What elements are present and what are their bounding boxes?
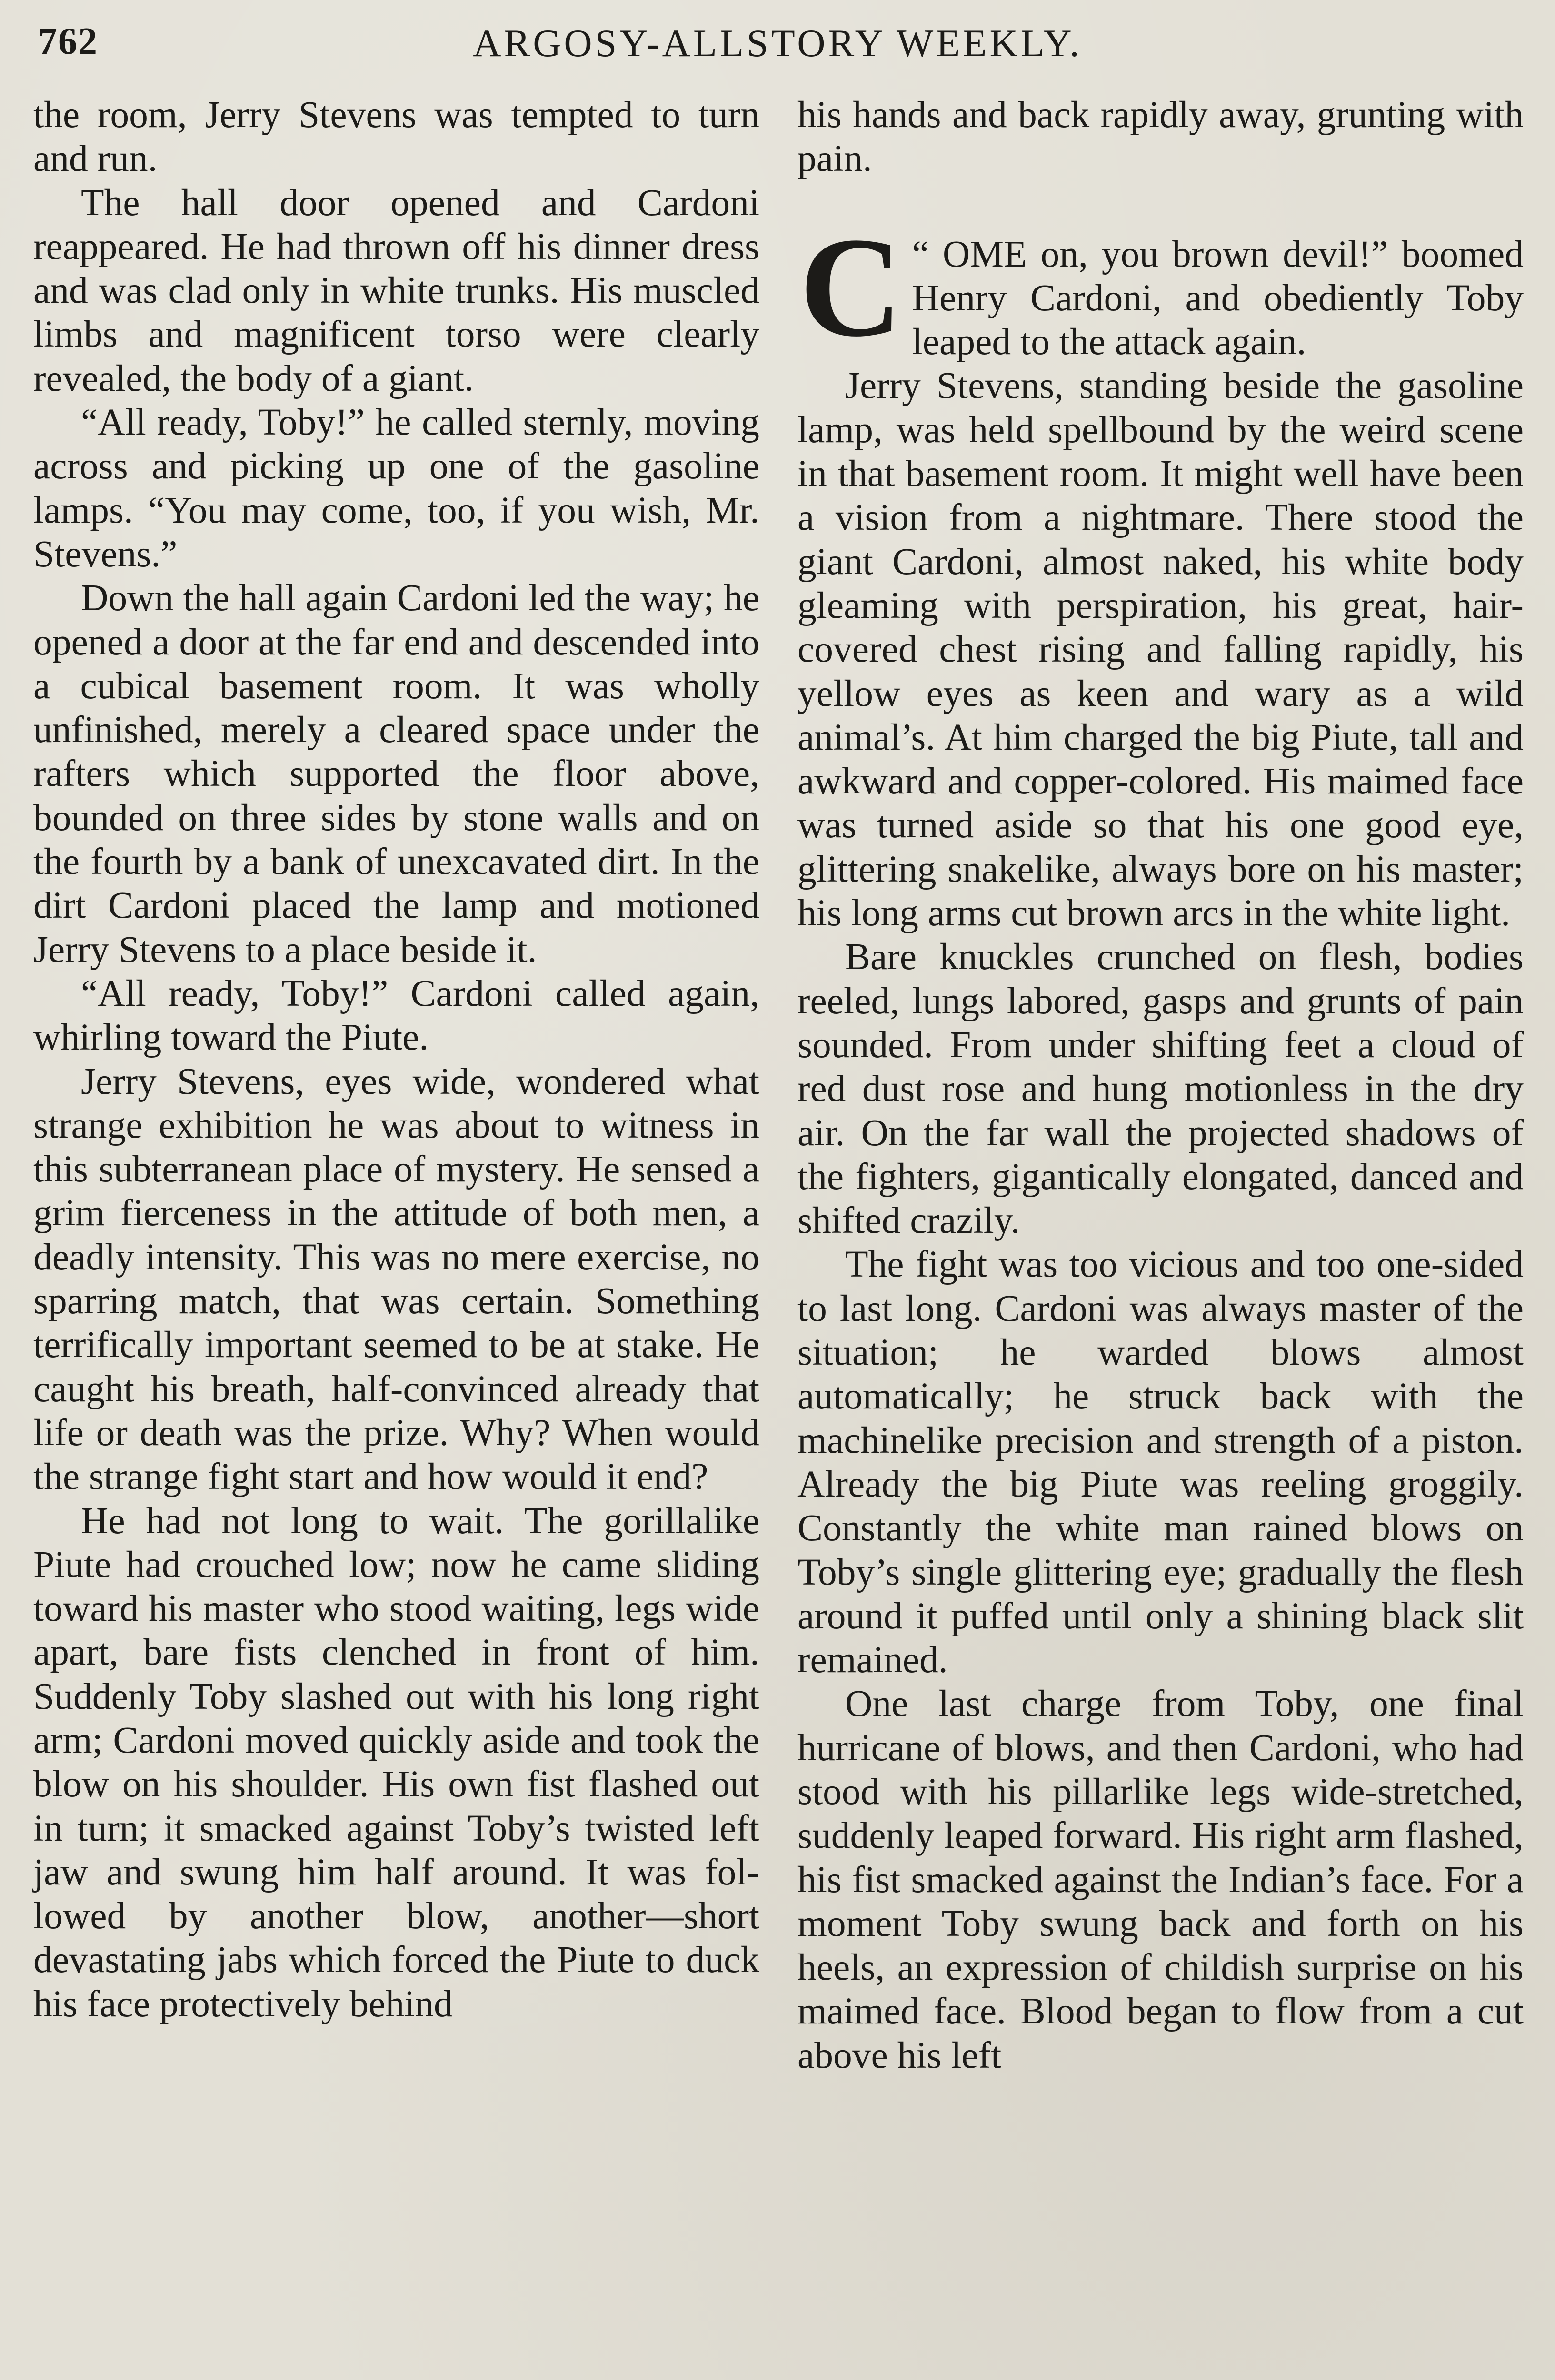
paragraph: Jerry Stevens, standing beside the gasoline lamp, was held spellbound by the weird scene in that basement room. It might well have been a vision from a nightmare. There stood the giant Cardoni, almost naked, his white body gleaming with perspiration, his great, hair-covered chest rising and falling rapidly, his yellow eyes as keen and wary as a wild animal’s. At him charged the big Piute, tall and awkward and copper-colored. His maimed face was turned aside so that his one good eye, glittering snakelike, always bore on his master; his long arms cut brown arcs in the white light.	[797, 365, 1524, 934]
paragraph: Bare knuckles crunched on flesh, bodies reeled, lungs labored, gasps and grunts of pain sounded. From under shifting feet a cloud of red dust rose and hung motionless in the dry air. On the far wall the projected shadows of the fighters, gigantically elongated, danced and shifted crazily.	[797, 936, 1524, 1242]
paragraph: the room, Jerry Stevens was tempted to turn and run.	[33, 94, 759, 180]
drop-cap: C	[799, 208, 903, 366]
paragraph: He had not long to wait. The gorillalike Piute had crouched low; now he came sliding toward his master who stood waiting, legs wide apart, bare fists clenched in front of him. Suddenly Toby slashed out with his long right arm; Cardoni moved quickly aside and took the blow on his shoulder. His own fist flashed out in turn; it smacked against Toby’s twisted left jaw and swung him half around. It was followed by another blow, another—short devastating jabs which forced the Piute to duck his face protectively behind	[33, 1499, 759, 2025]
running-head: ARGOSY-ALLSTORY WEEKLY.	[473, 21, 1082, 65]
left-column	[33, 93, 759, 2026]
page-number: 762	[38, 20, 98, 62]
paragraph: “All ready, Toby!” Cardoni called again, whirling toward the Piute.	[33, 972, 759, 1059]
right-column	[797, 93, 1524, 2077]
paragraph: Down the hall again Cardoni led the way; he opened a door at the far end and descended into a cubical basement room. It was wholly unfinished, merely a cleared space under the rafters which supported the floor above, bounded on three sides by stone walls and on the fourth by a bank of unexcavated dirt. In the dirt Cardoni placed the lamp and motioned Jerry Stevens to a place beside it.	[33, 577, 759, 971]
paragraph: “All ready, Toby!” he called sternly, moving across and picking up one of the gasoline lamps. “You may come, too, if you wish, Mr. Stevens.”	[33, 401, 759, 575]
page-header	[33, 14, 1522, 71]
paragraph: Jerry Stevens, eyes wide, wondered what strange exhibition he was about to witness in this subterranean place of mystery. He sensed a grim fierceness in the attitude of both men, a deadly intensity. This was no mere exercise, no sparring match, that was certain. Something terrifically important seemed to be at stake. He caught his breath, half-convinced already that life or death was the prize. Why? When would the strange fight start and how would it end?	[33, 1060, 759, 1498]
paragraph: his hands and back rapidly away, grunting with pain.	[797, 94, 1524, 180]
section-opening-text: “ OME on, you brown devil!” boomed Henry Cardoni, and obediently Toby leaped to the attack again.	[912, 233, 1524, 363]
paragraph: The fight was too vicious and too one-sided to last long. Cardoni was always master of the situation; he warded blows almost automatically; he struck back with the machinelike precision and strength of a piston. Already the big Piute was reeling groggily. Constantly the white man rained blows on Toby’s single glittering eye; gradually the flesh around it puffed until only a shining black slit remained.	[797, 1243, 1524, 1681]
paragraph: The hall door opened and Cardoni reappeared. He had thrown off his dinner dress and was clad only in white trunks. His muscled limbs and magnificent torso were clearly revealed, the body of a giant.	[33, 181, 759, 399]
paragraph: One last charge from Toby, one final hurricane of blows, and then Cardoni, who had stood with his pillarlike legs wide-stretched, suddenly leaped forward. His right arm flashed, his fist smacked against the Indian’s face. For a moment Toby swung back and forth on his heels, an expression of childish surprise on his maimed face. Blood began to flow from a cut above his left	[797, 1683, 1524, 2076]
section-opening-paragraph	[797, 208, 1524, 366]
